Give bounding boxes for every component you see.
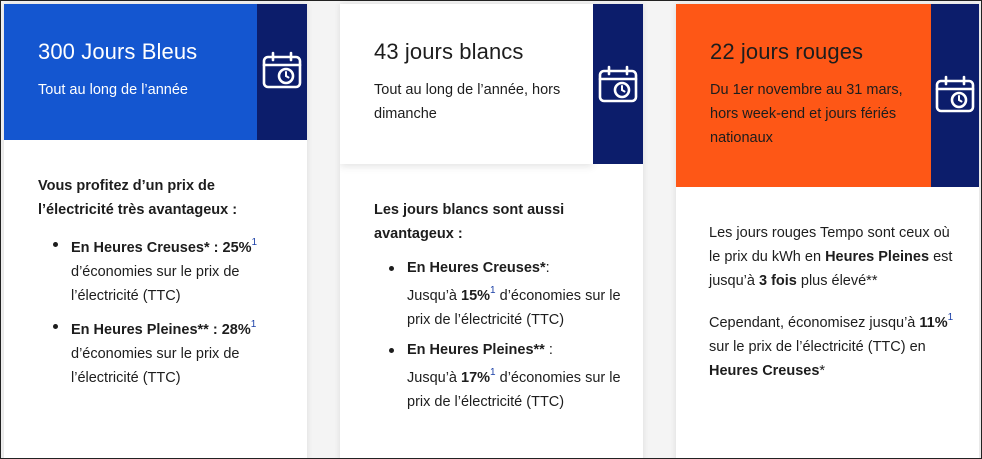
card-body [4,174,307,396]
text-strong: 11% [919,314,948,331]
list-item [38,314,287,390]
card-title: 22 jours rouges [710,39,864,64]
item-value: 15% [461,287,491,304]
list-item [374,338,623,414]
card-lead: Les jours blancs sont aussi avantageux : [374,202,565,242]
card-title: 300 Jours Bleus [38,39,198,64]
item-text: d’économies sur le prix de l’électricité (TTC) [407,287,621,328]
savings-list [38,232,287,390]
item-colon: : [545,260,550,276]
footnote-ref[interactable]: 1 [251,237,258,248]
card-body [340,198,643,420]
card-subtitle: Tout au long de l’année, hors dimanche [374,82,561,122]
savings-list [374,256,623,414]
footnote-ref[interactable]: 1 [490,285,496,296]
calendar-icon [934,74,976,116]
item-strong: En Heures Creuses* : 25% [71,239,252,256]
text-segment: sur le prix de l’électricité (TTC) en [709,338,926,355]
text-strong: Heures Creuses [709,362,820,379]
text-segment: * [819,362,826,379]
card-jours-blancs [340,4,643,459]
card-header [340,4,643,164]
card-body [676,221,979,397]
card-header [676,4,979,187]
footnote-ref[interactable]: 1 [490,366,496,378]
item-colon: : [544,341,553,358]
text-segment: Les jours rouges Tempo sont ceux où le prix du kWh en [709,225,950,265]
card-jours-bleus [4,4,307,459]
card-paragraph [709,221,959,293]
item-pre: Jusqu’à [407,369,462,386]
card-jours-rouges [676,4,979,459]
footnote-ref[interactable]: 1 [250,318,257,330]
card-header-main [340,4,593,164]
text-segment: plus élevé** [796,273,878,289]
text-segment: Cependant, économisez jusqu’à [709,314,920,331]
calendar-icon-box [931,4,979,187]
item-text: d’économies sur le prix de l’électricité (TTC) [71,263,240,304]
calendar-icon [261,50,303,92]
card-title: 43 jours blancs [374,39,524,64]
card-subtitle: Du 1er novembre au 31 mars, hors week-end et jours fériés nationaux [710,82,903,146]
card-paragraph [709,307,959,383]
text-segment: est jusqu’à [709,249,953,289]
item-strong: En Heures Pleines** : 28% [71,321,251,338]
list-item [38,232,287,308]
card-header-main [676,4,931,187]
list-item [374,256,623,332]
card-lead: Vous profitez d’un prix de l’électricité très avantageux : [38,178,238,218]
item-pre: Jusqu’à [407,287,462,304]
item-strong: En Heures Creuses* [407,260,546,276]
item-text: d’économies sur le prix de l’électricité (TTC) [407,369,621,410]
calendar-icon-box [257,4,307,140]
footnote-ref[interactable]: 1 [947,312,954,323]
card-subtitle: Tout au long de l’année [38,82,188,98]
item-value: 17% [461,369,491,386]
card-header-main [4,4,257,140]
calendar-icon [597,64,639,106]
card-header [4,4,307,140]
text-strong: 3 fois [758,273,797,289]
text-strong: Heures Pleines [825,249,930,265]
calendar-icon-box [593,4,643,164]
item-strong: En Heures Pleines** [407,341,545,358]
item-text: d’économies sur le prix de l’électricité (TTC) [71,345,240,386]
